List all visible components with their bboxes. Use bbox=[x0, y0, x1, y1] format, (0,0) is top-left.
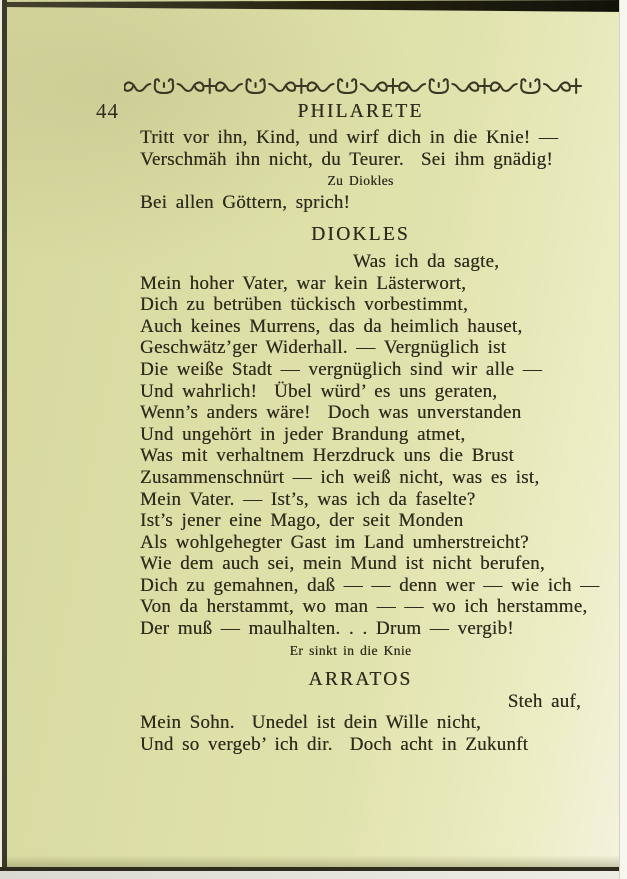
verse-line: Und ungehört in jeder Brandung atmet, bbox=[140, 423, 466, 445]
verse-line: Wie dem auch sei, mein Mund ist nicht berufen, bbox=[140, 553, 545, 575]
verse-line: Und so vergeb’ ich dir. Doch acht in Zukunft bbox=[140, 734, 529, 756]
verse-line: Geschwätz’ger Widerhall. — Vergnüglich ist bbox=[140, 337, 507, 359]
stage-direction: Er sinkt in die Knie bbox=[289, 642, 412, 658]
verse-line: Mein Sohn. Unedel ist dein Wille nicht, bbox=[140, 712, 482, 734]
running-header: PHILARETE bbox=[297, 101, 424, 122]
scan-edge-top bbox=[0, 0, 627, 16]
verse-line: Ist’s jener eine Mago, der seit Monden bbox=[140, 510, 464, 532]
verse-line: Als wohlgehegter Gast im Land umherstreicht? bbox=[140, 531, 529, 553]
verse-line: Auch keines Murrens, das da heimlich hauset, bbox=[140, 315, 523, 337]
verse-line: Tritt vor ihn, Kind, und wirf dich in die Knie! — bbox=[140, 127, 559, 148]
verse-line: Dich zu gemahnen, daß — — denn wer — wie ich — bbox=[140, 574, 600, 596]
verse-line: Dich zu betrüben tückisch vorbestimmt, bbox=[140, 294, 468, 316]
verse-text-block bbox=[140, 127, 600, 756]
verse-line: Mein Vater. — Ist’s, was ich da faselte? bbox=[140, 488, 476, 510]
stage-direction: Zu Diokles bbox=[327, 173, 394, 189]
verse-line: Der muß — maulhalten. . . Drum — vergib! bbox=[140, 618, 514, 640]
scan-edge-bottom-shade bbox=[7, 855, 619, 867]
verse-line: Mein hoher Vater, war kein Lästerwort, bbox=[140, 272, 467, 294]
verse-line: Und wahrlich! Übel würd’ es uns geraten, bbox=[140, 380, 498, 402]
verse-line-indented: Was ich da sagte, bbox=[353, 250, 500, 272]
verse-line-right: Steh auf, bbox=[507, 690, 581, 712]
verse-line: Verschmäh ihn nicht, du Teurer. Sei ihm gnädig! bbox=[140, 148, 553, 170]
verse-line: Was mit verhaltnem Herzdruck uns die Brust bbox=[140, 445, 514, 467]
verse-line: Wenn’s anders wäre! Doch was unverstanden bbox=[140, 402, 522, 424]
verse-line: Die weiße Stadt — vergnüglich sind wir alle — bbox=[140, 358, 542, 380]
scan-edge-left-dark bbox=[2, 0, 7, 871]
page-number: 44 bbox=[96, 99, 119, 123]
verse-line: Bei allen Göttern, sprich! bbox=[140, 191, 351, 213]
scan-edge-right-white bbox=[619, 0, 627, 879]
scan-edge-bottom-strip bbox=[0, 871, 627, 879]
verse-line: Von da herstammt, wo man — — wo ich herstamme, bbox=[140, 596, 588, 618]
speaker-heading-arratos: ARRATOS bbox=[308, 669, 413, 691]
verse-line: Zusammenschnürt — ich weiß nicht, was es ist, bbox=[140, 466, 540, 488]
speaker-heading-diokles: DIOKLES bbox=[311, 224, 410, 246]
braided-scroll-band-icon bbox=[124, 77, 582, 97]
